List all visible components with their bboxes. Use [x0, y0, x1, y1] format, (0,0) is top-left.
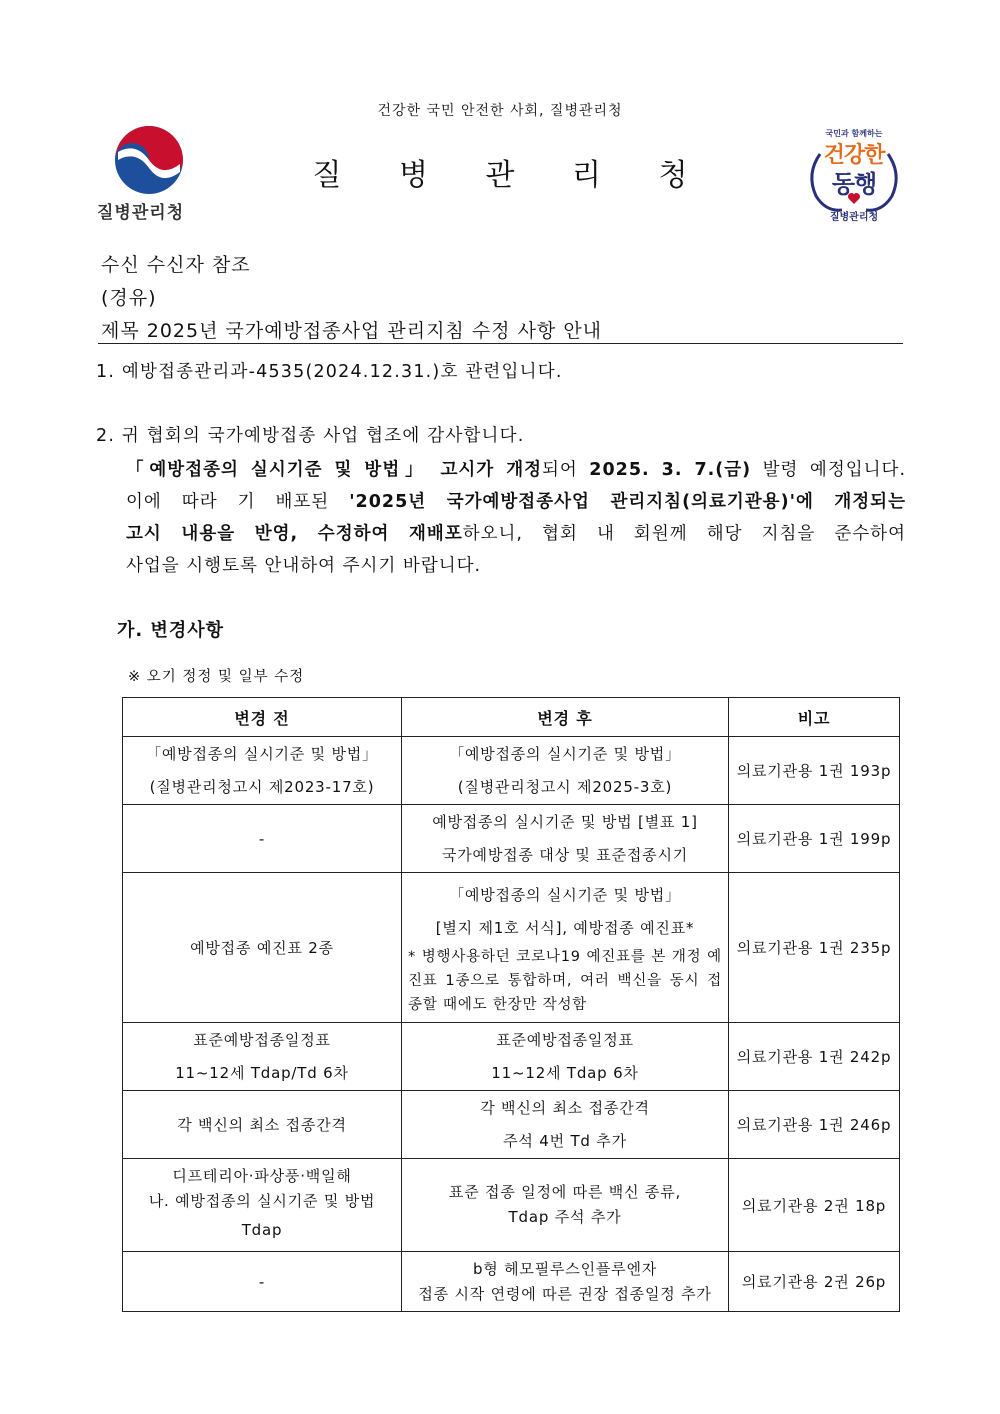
agency-title: 질 병 관 리 청 [312, 158, 712, 193]
cell-after [402, 873, 729, 1023]
cell-line: (질병관리청고시 제2023-17호) [149, 777, 375, 796]
header-before: 변경 전 [123, 698, 402, 737]
paragraph-text: 발령 예정입니다. [751, 460, 907, 480]
table-row [123, 737, 900, 805]
slogan: 건강한 국민 안전한 사회, 질병관리청 [377, 103, 623, 119]
cell-before [123, 1159, 402, 1252]
cell-after [402, 1252, 729, 1312]
cell-line: 디프테리아·파상풍·백일해 [172, 1166, 352, 1185]
cell-line: 11~12세 Tdap 6차 [491, 1063, 639, 1082]
cell-line: 예방접종의 실시기준 및 방법 [별표 1] [432, 812, 698, 831]
cell-remark: 의료기관용 1권 242p [729, 1023, 900, 1091]
cell-line: 「예방접종의 실시기준 및 방법」 [146, 744, 378, 763]
cell-line: 표준예방접종일정표 [496, 1030, 634, 1049]
cell-line: Tdap 주석 추가 [508, 1208, 622, 1226]
paragraph-line-1 [126, 454, 906, 486]
header-after: 변경 후 [402, 698, 729, 737]
body-item-1: 1. 예방접종관리과-4535(2024.12.31.)호 관련입니다. [96, 362, 563, 382]
badge-line1: 건강한 [823, 143, 885, 168]
cell-line: 접종 시작 연령에 따른 권장 접종일정 추가 [418, 1284, 712, 1303]
cell-line: [별지 제1호 서식], 예방접종 예진표* [435, 918, 695, 937]
body-item-2: 2. 귀 협회의 국가예방접종 사업 협조에 감사합니다. [96, 426, 525, 446]
via-line: (경유) [101, 287, 157, 309]
paragraph-text: 하오니, 협회 내 회원께 해당 지침을 준수하여 [462, 524, 906, 544]
cell-line: 11~12세 Tdap/Td 6차 [175, 1063, 349, 1082]
paragraph-line-2 [126, 486, 906, 518]
cell-before [123, 1023, 402, 1091]
cell-line: 표준예방접종일정표 [193, 1030, 331, 1049]
cell-footnote: * 병행사용하던 코로나19 예진표를 본 개정 예진표 1종으로 통합하며, 여러 백신을 동시 접종할 때에도 한장만 작성함 [408, 948, 722, 1013]
cell-before: 각 백신의 최소 접종간격 [123, 1091, 402, 1159]
guideline-title-bold: '2025년 국가예방접종사업 관리지침(의료기관용)'에 개정되는 [349, 492, 906, 512]
header-divider [98, 343, 903, 344]
notice-title-bold: 「예방접종의 실시기준 및 방법」 고시가 개정 [126, 460, 543, 480]
cell-line: 국가예방접종 대상 및 표준접종시기 [441, 845, 689, 864]
body-paragraph [126, 454, 906, 582]
cell-remark: 의료기관용 1권 235p [729, 873, 900, 1023]
table-row [123, 873, 900, 1023]
paragraph-text: 이에 따라 기 배포된 [126, 492, 350, 512]
cell-after [402, 737, 729, 805]
table-header-row [123, 698, 900, 737]
paragraph-line-3 [126, 518, 906, 550]
section-heading: 가. 변경사항 [117, 620, 225, 641]
redistribution-bold: 고시 내용을 반영, 수정하여 재배포 [126, 524, 463, 544]
cell-line: 각 백신의 최소 접종간격 [480, 1098, 650, 1117]
cell-after [402, 1091, 729, 1159]
badge-top-text: 국민과 함께하는 [825, 129, 883, 138]
table-row [123, 1023, 900, 1091]
badge-line2: 동행 [831, 170, 877, 198]
table-row [123, 1091, 900, 1159]
cell-after [402, 1023, 729, 1091]
badge-bottom-text: 질병관리청 [829, 212, 879, 223]
cell-before: - [123, 1252, 402, 1312]
table-row [123, 1252, 900, 1312]
cell-remark: 의료기관용 2권 18p [729, 1159, 900, 1252]
header-remark: 비고 [729, 698, 900, 737]
cell-remark: 의료기관용 1권 193p [729, 737, 900, 805]
effective-date: 2025. 3. 7.(금) [589, 460, 752, 480]
subject-line: 제목 2025년 국가예방접종사업 관리지침 수정 사항 안내 [101, 320, 603, 342]
agency-logo-text: 질병관리청 [97, 203, 185, 223]
change-table [122, 697, 900, 1312]
cell-remark: 의료기관용 1권 246p [729, 1091, 900, 1159]
cell-line: (질병관리청고시 제2025-3호) [457, 777, 673, 796]
cell-line: 주석 4번 Td 추가 [503, 1131, 627, 1150]
paragraph-line-4: 사업을 시행토록 안내하여 주시기 바랍니다. [126, 556, 482, 576]
cell-line: b형 헤모필루스인플루엔자 [472, 1259, 658, 1278]
cell-remark: 의료기관용 1권 199p [729, 805, 900, 873]
cell-remark: 의료기관용 2권 26p [729, 1252, 900, 1312]
cell-before [123, 737, 402, 805]
cell-after [402, 1159, 729, 1252]
cell-before: - [123, 805, 402, 873]
table-row [123, 805, 900, 873]
cell-after [402, 805, 729, 873]
cell-line: 「예방접종의 실시기준 및 방법」 [449, 744, 681, 763]
cell-before: 예방접종 예진표 2종 [123, 873, 402, 1023]
section-note: ※ 오기 정정 및 일부 수정 [128, 669, 305, 685]
cell-line: Tdap [241, 1220, 283, 1239]
paragraph-text: 되어 [542, 460, 590, 480]
cell-line: 나. 예방접종의 실시기준 및 방법 [148, 1191, 376, 1210]
campaign-badge-logo [802, 124, 906, 224]
recipient-line: 수신 수신자 참조 [101, 254, 251, 276]
cell-line: 표준 접종 일정에 따른 백신 종류, [448, 1183, 682, 1201]
table-row [123, 1159, 900, 1252]
cell-line: 「예방접종의 실시기준 및 방법」 [449, 885, 681, 904]
